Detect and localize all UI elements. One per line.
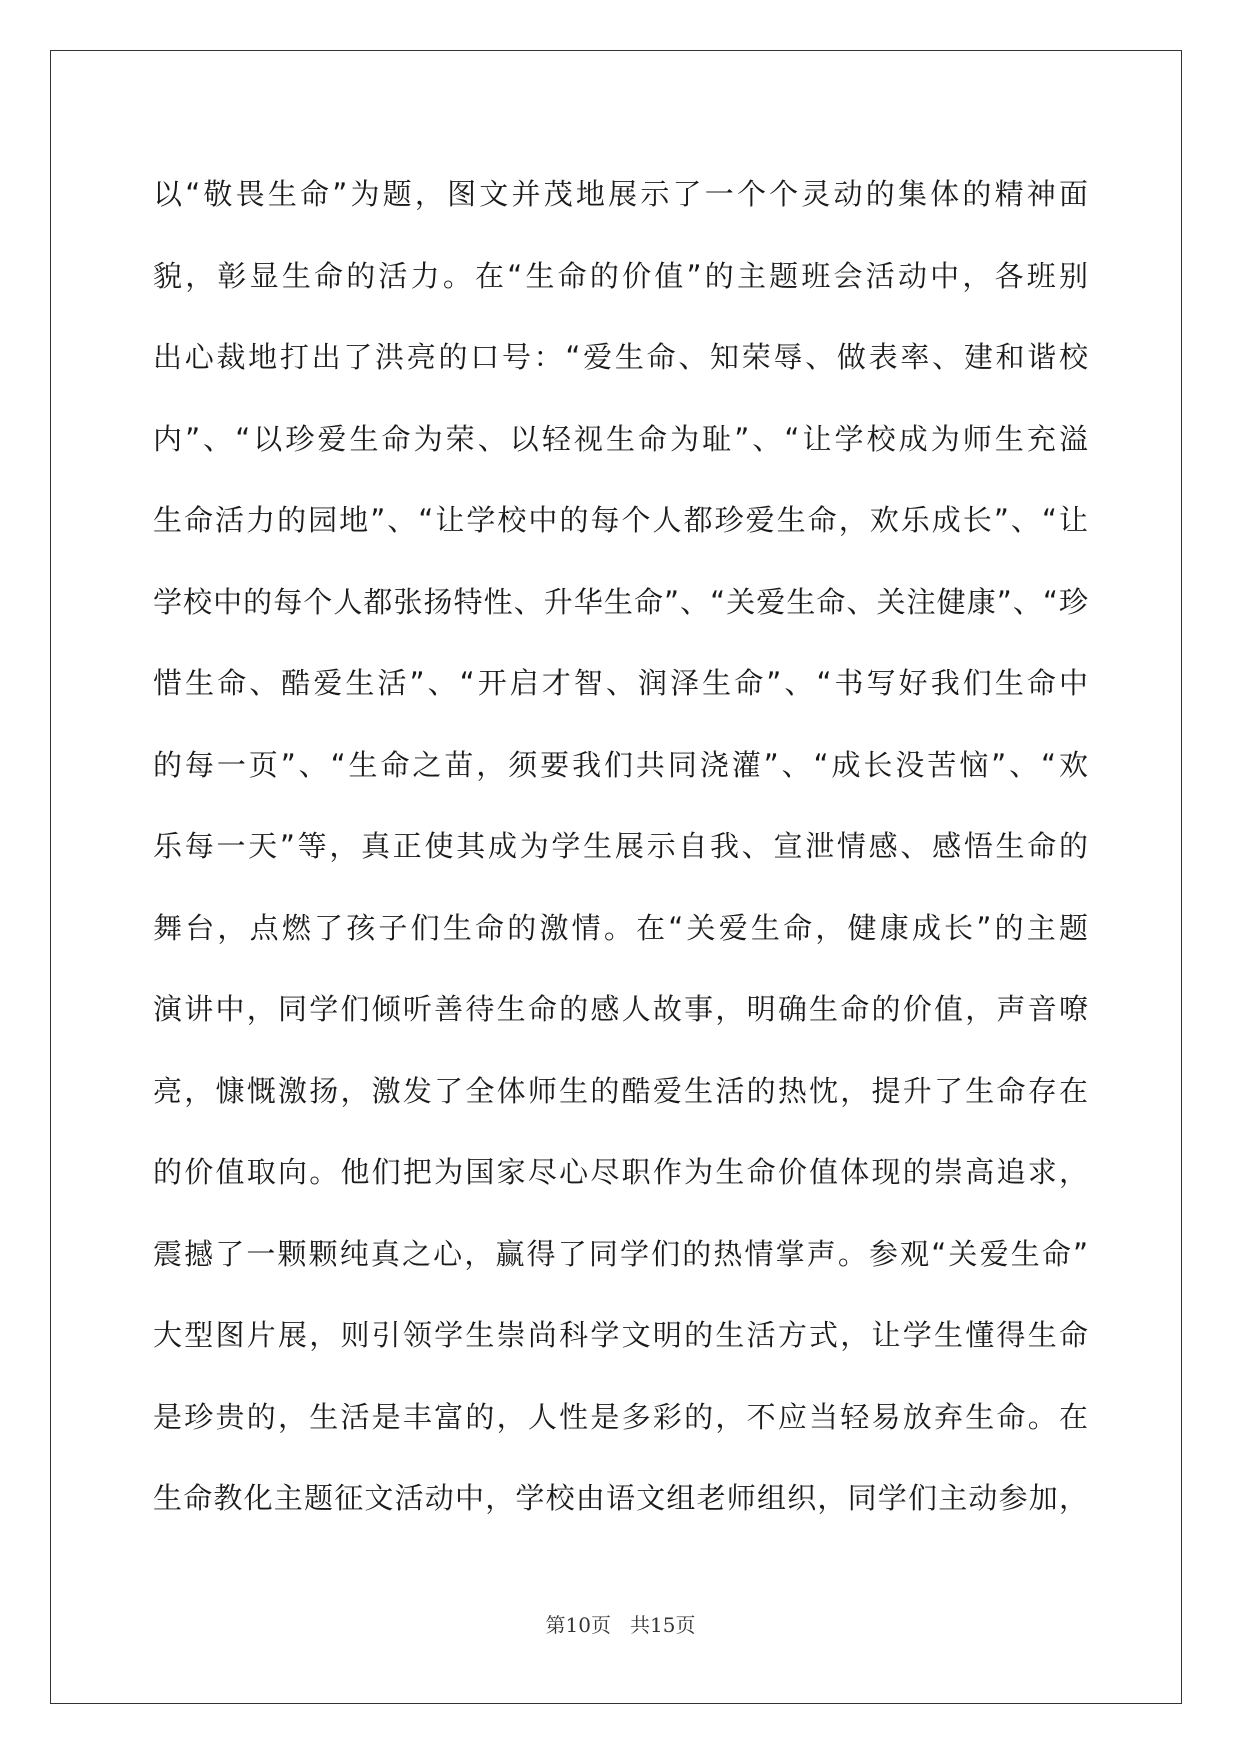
text-line: 亮，慷慨激扬，激发了全体师生的酷爱生活的热忱，提升了生命存在 — [153, 1073, 1088, 1108]
text-line: 演讲中，同学们倾听善待生命的感人故事，明确生命的价值，声音嘹 — [153, 992, 1088, 1026]
text-line: 大型图片展，则引领学生崇尚科学文明的生活方式，让学生懂得生命 — [153, 1318, 1088, 1352]
text-line: 惜生命、酷爱生活”、“开启才智、润泽生命”、“书写好我们生命中 — [153, 666, 1088, 700]
text-line: 学校中的每个人都张扬特性、升华生命”、“关爱生命、关注健康”、“珍 — [153, 584, 1088, 619]
text-line: 是珍贵的，生活是丰富的，人性是多彩的，不应当轻易放弃生命。在 — [153, 1399, 1088, 1434]
text-line: 出心裁地打出了洪亮的口号：“爱生命、知荣辱、做表率、建和谐校 — [153, 340, 1088, 374]
text-line: 舞台，点燃了孩子们生命的激情。在“关爱生命，健康成长”的主题 — [153, 910, 1088, 945]
text-line: 内”、“以珍爱生命为荣、以轻视生命为耻”、“让学校成为师生充溢 — [153, 421, 1088, 456]
text-line: 生命教化主题征文活动中，学校由语文组老师组织，同学们主动参加， — [153, 1481, 1088, 1515]
text-line: 乐每一天”等，真正使其成为学生展示自我、宣泄情感、感悟生命的 — [153, 829, 1088, 863]
text-line: 震撼了一颗颗纯真之心，赢得了同学们的热情掌声。参观“关爱生命” — [153, 1236, 1088, 1271]
text-line: 的每一页”、“生命之苗，须要我们共同浇灌”、“成长没苦恼”、“欢 — [153, 747, 1088, 782]
text-line: 以“敬畏生命”为题，图文并茂地展示了一个个灵动的集体的精神面 — [153, 177, 1088, 211]
page-number-footer: 第10页 共15页 — [545, 1613, 696, 1637]
text-line: 生命活力的园地”、“让学校中的每个人都珍爱生命，欢乐成长”、“让 — [153, 503, 1088, 537]
text-line: 的价值取向。他们把为国家尽心尽职作为生命价值体现的崇高追求， — [153, 1155, 1088, 1189]
document-body — [153, 154, 1088, 1540]
text-line: 貌，彰显生命的活力。在“生命的价值”的主题班会活动中，各班别 — [153, 258, 1088, 293]
